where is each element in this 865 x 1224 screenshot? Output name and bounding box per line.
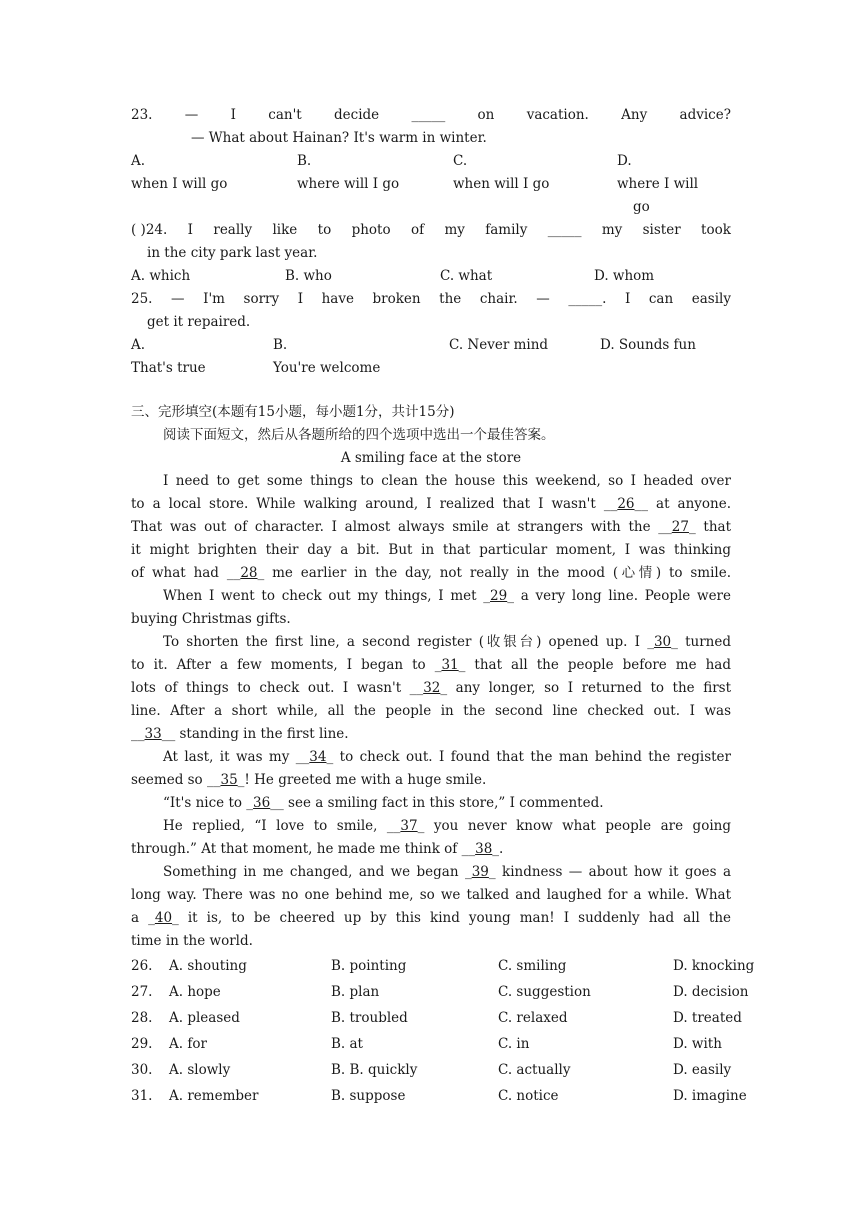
q25-option-b: You're welcome (273, 360, 381, 376)
q24-number: ( )24. (131, 222, 168, 238)
option-row-31: 31. A. remember B. suppose C. notice D. imagine (131, 1088, 747, 1104)
q23-option-labels: A. B. C. D. (131, 153, 632, 169)
blank-26: 26 (617, 496, 635, 512)
q24-stem: ( )24. I really like to photo of my family _____ my sister took (131, 219, 731, 242)
blank-31: 31 (441, 657, 459, 673)
blank-37: 37 (400, 818, 418, 834)
option-row-27: 27. A. hope B. plan C. suggestion D. decision (131, 984, 749, 1000)
q25-stem: 25. — I'm sorry I have broken the chair. — _____. I can easily (131, 288, 731, 311)
q24-option-d: D. whom (594, 268, 655, 284)
q25-option-d: D. Sounds fun (600, 337, 696, 353)
q23-option-a: when I will go (131, 176, 228, 192)
section-instruction: 阅读下面短文，然后从各题所给的四个选项中选出一个最佳答案。 (163, 427, 555, 443)
option-row-28: 28. A. pleased B. troubled C. relaxed D. treated (131, 1010, 742, 1026)
q23-blank: _____ (411, 107, 446, 123)
q25-options (131, 357, 731, 380)
passage-title: A smiling face at the store (340, 450, 522, 466)
blank-36: 36 (253, 795, 271, 811)
passage: I need to get some things to clean the house this weekend, so I headed over to a local store. While walking around, I realized that I wasn't __26__ at anyone. That was out of character. I almost always smile at strangers with the __27_ that it might brighten their day a bit. But in that particular moment, I was thinking of what had __28_ me earlier in the day, not really in the mood (心情) to smile. When I went to check out my things, I met _29_ a very long line. People were buying Christmas gifts. To shorten the first line, a second register (收银台) opened up. I _30_ turned to it. After a few moments, I began to _31_ that all the people before me had lots of things to check out. I wasn't __32_ any longer, so I returned to the first line. After a short while, all the people in the second line checked out. I was __33__ standing in the first line. At last, it was my __34_ to check out. I found that the man behind the register seemed so __35_! He greeted me with a huge smile. “It's nice to _36__ see a smiling fact in this store,” I commented. He replied, “I love to smile, __37_ you never know what people are going through.” At that moment, he made me think of __38_. Something in me changed, and we began _39_ kindness — about how it goes a long way. There was no one behind me, so we talked and laughed for a while. What a _40_ it is, to be cheered up by this kind young man! I suddenly had all the time in the world. (131, 473, 732, 949)
blank-39: 39 (471, 864, 489, 880)
q23-option-d: where I will (617, 176, 699, 192)
blank-33: 33 (144, 726, 162, 742)
q24-option-a: A. which (131, 268, 191, 284)
q23-stem: 23. — I can't decide _____ on vacation. Any advice? (131, 104, 731, 127)
q25-option-labels: A. B. C. Never mind D. Sounds fun (131, 334, 731, 357)
q25-option-c: C. Never mind (449, 337, 549, 353)
options-table (131, 953, 755, 1109)
q24-blank: _____ (547, 222, 582, 238)
blank-40: 40 (154, 910, 173, 926)
q24-option-c: C. what (440, 268, 493, 284)
q23-number: 23. (131, 107, 153, 123)
q23-options (131, 173, 731, 196)
blank-28: 28 (240, 565, 258, 581)
q23-option-c: when will I go (453, 176, 550, 192)
option-row-30: 30. A. slowly B. B. quickly C. actually D. easily (131, 1062, 732, 1078)
option-row-29: 29. A. for B. at C. in D. with (131, 1036, 722, 1052)
q24-options (131, 265, 731, 288)
q25-blank: _____. (568, 291, 607, 307)
q24-option-b: B. who (285, 268, 332, 284)
exam-page: 23. — I can't decide _____ on vacation. Any advice? — What about Hainan? It's warm in winter. A. B. C. D. when I will go where will I go when will I go where I will go ( )24. I really like to photo of my family _____ my sister took in the city park last year. A. which B. who C. what D. whom 25. — I'm sorry I have broken the chair. — _____. I can easily get it repaired. A. B. C. Never mind D. Sounds fun That's true You're welcome 三、完形填空(本题有15小题，每小题1分，共计15分) 阅读下面短文，然后从各题所给的四个选项中选出一个最佳答案。 A smiling face at the store I need to get some things to clean the house this weekend, so I headed over to a local store. While walking around, I realized that I wasn't __26__ at anyone. That was out of character. I almost always smile at strangers with the __27_ that it might brighten their day a bit. But in that particular moment, I was thinking of what had __28_ me earlier in the day, not really in the mood (心情) to smile. When I went to check out my things, I met _29_ a very long line. People were buying Christmas gifts. To shorten the first line, a second register (收银台) opened up. I _30_ turned to it. After a few moments, I began to _31_ that all the people before me had lots of things to check out. I wasn't __32_ any longer, so I returned to the first line. After a short while, all the people in the second line checked out. I was __33__ standing in the first line. At last, it was my __34_ to check out. I found that the man behind the register seemed so __35_! He greeted me with a huge smile. “It's nice to _36__ see a smiling fact in this store,” I commented. He replied, “I love to smile, __37_ you never know what people are going through.” At that moment, he made me think of __38_. Something in me changed, and we began _39_ kindness — about how it goes a long way. There was no one behind me, so we talked and laughed for a while. What a _40_ it is, to be cheered up by this kind young man! I suddenly had all the time in the world. 26. A. shouting B. pointing C. smiling D. knocking 27. A. hope B. plan C. suggestion D. decision 28. A. pleased B. troubled C. relaxed D. treated 29. A. for B. at C. in D. with 30. A. slowly B. B. quickly C. actually D. easily 31. A. remember B. suppose C. notice D. imagine (131, 104, 731, 1109)
section-title: 三、完形填空(本题有15小题，每小题1分，共计15分) (131, 404, 455, 420)
blank-34: 34 (309, 749, 327, 765)
blank-30: 30 (653, 634, 672, 650)
q25-option-a: That's true (131, 360, 206, 376)
blank-38: 38 (475, 841, 493, 857)
blank-27: 27 (671, 519, 689, 535)
blank-32: 32 (423, 680, 441, 696)
q23-option-b: where will I go (297, 176, 400, 192)
blank-35: 35 (220, 772, 238, 788)
q23-reply: — What about Hainan? It's warm in winter. (191, 130, 487, 146)
blank-29: 29 (490, 588, 508, 604)
option-row-26: 26. A. shouting B. pointing C. smiling D. knocking (131, 958, 755, 974)
q25-number: 25. (131, 291, 153, 307)
